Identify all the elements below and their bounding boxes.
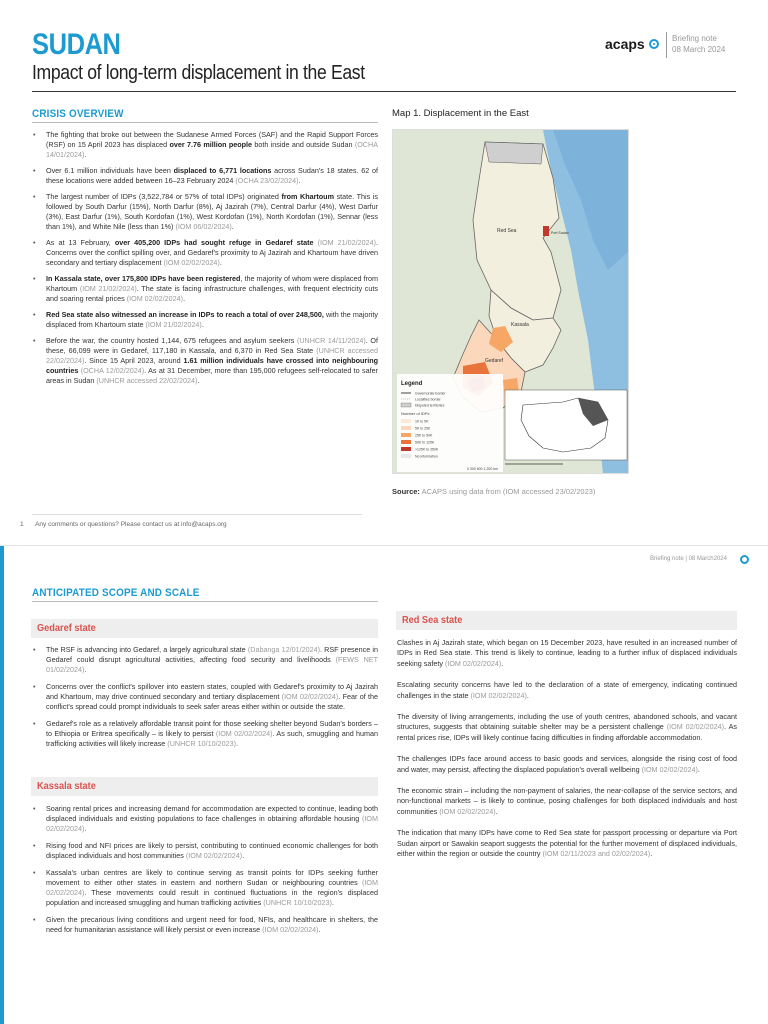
- text-run: .: [495, 806, 498, 816]
- bold-text: from Khartoum: [281, 192, 334, 201]
- bold-text: over 405,200 IDPs had sought refuge in Gedaref state: [114, 238, 314, 247]
- bullet-item: [32, 868, 378, 908]
- text-run: .: [201, 320, 204, 329]
- source-citation: (IOM 02/02/2024): [46, 814, 378, 833]
- paragraph: [397, 712, 737, 743]
- source-citation: (IOM 06/02/2024): [175, 222, 232, 231]
- text-run: Escalating security concerns have led to the declaration of a state of emergency, indicating continued challenges in the state: [397, 680, 737, 700]
- legend-swatch-5: [401, 447, 411, 451]
- doc-type: Briefing note: [672, 34, 717, 43]
- source-citation: (OCHA 14/01/2024): [46, 140, 378, 159]
- legend-range-1: 1K to 5K: [415, 419, 429, 424]
- text-run: As at 13 February,: [46, 238, 115, 247]
- kassala-bullets: [32, 804, 378, 942]
- bold-text: Red Sea state also witnessed an increase in IDPs to reach a total of over 248,500,: [46, 310, 324, 319]
- source-citation: (IOM 21/02/2024): [317, 238, 376, 247]
- red-sea-heading-text: Red Sea state: [402, 615, 463, 626]
- text-run: state. This is followed by South Darfur (15%), North Darfur (8%), Aj Jazirah (7%), Central Darfur (4%), West Darfur (3%), East Darfur (1%), South Kordofan (1%), West Kordofan (1%), North Kordofan (1%), Sennar (less than 1%), and White Nile (less than 1%): [46, 192, 379, 231]
- section-underline-2: [32, 601, 378, 602]
- bullet-item: [32, 238, 378, 268]
- port-sudan-marker: [543, 226, 549, 236]
- bullet-item: [32, 682, 378, 712]
- logo-separator: [666, 32, 667, 58]
- map-source-text: ACAPS using data from (IOM accessed 23/02/2023): [419, 487, 596, 496]
- text-run: Gedaref's role as a relatively affordable transit point for those seeking shelter beyond Sudan's borders – to Ethiopia or Eritrea specifically – is likely to persist: [46, 719, 378, 738]
- text-run: . These movements could result in continued fluctuations in the region's displaced population and increased smuggling and human trafficking activities: [46, 888, 378, 907]
- text-run: with the majority displaced from Khartoum state: [46, 310, 378, 329]
- text-run: . Concerns over the conflict spilling over, and Gedaref's proximity to Aj Jazirah and Khartoum have driven secondary and tertiary displacement: [46, 238, 378, 267]
- bold-text: displaced to 6,771 locations: [173, 166, 272, 175]
- legend-swatch-3: [401, 433, 411, 437]
- text-run: . As rental prices rise, IDPs will likely continue facing difficulties in finding affordable accommodation.: [397, 722, 737, 742]
- text-run: Clashes in Aj Jazirah state, which began on 15 December 2023, have resulted in an increased number of IDPs in Red Sea state. This trend is likely to continue, leading to a further influx of displaced individuals seeking safety: [397, 638, 737, 668]
- map-label-red-sea: Red Sea: [497, 228, 517, 234]
- text-run: .: [197, 376, 200, 385]
- legend-swatch-6: [401, 454, 411, 458]
- text-run: across Sudan's 18 states. 62 of these locations were added between 16–23 February 2024: [46, 166, 378, 185]
- bullet-item: [32, 915, 378, 935]
- text-run: , the majority of whom were displaced from Khartoum: [46, 274, 378, 293]
- source-citation: (UNHCR accessed 22/02/2024): [96, 376, 198, 385]
- text-run: .: [84, 150, 87, 159]
- source-citation: (OCHA 23/02/2024): [235, 176, 299, 185]
- text-run: . Fear of the conflict's spread could prompt individuals to seek safer areas either within or outside the state.: [46, 692, 378, 711]
- map-source-label: Source:: [392, 487, 420, 496]
- footnote-number: 1: [20, 521, 24, 528]
- text-run: Given the precarious living conditions and urgent need for food, NFIs, and healthcare in shelters, the need for humanitarian assistance will likely persist or even increase: [46, 915, 378, 934]
- legend-swatch-1: [401, 419, 411, 423]
- bullet-item: [32, 166, 378, 186]
- section-underline: [32, 122, 378, 123]
- text-run: .: [84, 665, 87, 674]
- red-sea-heading: [396, 611, 737, 630]
- bullet-item: [32, 645, 378, 675]
- map-source: [392, 487, 595, 496]
- legend-localities: Localities border: [415, 397, 441, 402]
- source-citation: (UNHCR 10/10/2023): [167, 739, 237, 748]
- legend-idps-title: Number of IDPs: [401, 411, 430, 416]
- text-run: .: [650, 849, 653, 859]
- source-citation: (IOM 02/02/2024): [215, 729, 273, 738]
- text-run: .: [697, 764, 700, 774]
- text-run: The largest number of IDPs (3,522,784 or 57% of total IDPs) originated: [46, 192, 282, 201]
- scale-bar-label: 0 300 600 1,200 km: [467, 467, 498, 471]
- text-run: . As at 31 December, more than 195,000 refugees self-relocated to safer areas in Sudan: [46, 366, 378, 385]
- logo-text: acaps: [605, 36, 645, 52]
- source-citation: (IOM 02/02/2024): [470, 690, 527, 700]
- source-citation: (IOM 02/11/2023 and 02/02/2024): [542, 849, 651, 859]
- footnote: [20, 521, 227, 528]
- gedaref-heading: [31, 619, 378, 638]
- bold-text: 1.61 million individuals have crossed into neighbouring countries: [46, 356, 378, 375]
- bullet-item: [32, 841, 378, 861]
- paragraph: [397, 638, 737, 669]
- kassala-heading-text: Kassala state: [37, 781, 96, 792]
- text-run: . Since 15 April 2023, around: [84, 356, 184, 365]
- text-run: .: [183, 294, 186, 303]
- text-run: Before the war, the country hosted 1,144, 675 refugees and asylum seekers: [46, 336, 297, 345]
- report-title: Impact of long-term displacement in the East: [32, 62, 365, 84]
- text-run: .: [501, 658, 504, 668]
- text-run: .: [331, 898, 334, 907]
- source-citation: (IOM 21/02/2024): [145, 320, 202, 329]
- source-citation: (IOM 02/02/2024): [666, 722, 725, 732]
- text-run: Over 6.1 million individuals have been: [46, 166, 174, 175]
- gedaref-heading-text: Gedaref state: [37, 623, 96, 634]
- text-run: The diversity of living arrangements, including the use of youth centres, abandoned schools, and vacant structures, suggests that obtaining suitable shelter may be a persistent challenge: [397, 712, 737, 732]
- map-label-kassala: Kassala: [511, 322, 529, 328]
- source-citation: (IOM 02/02/2024): [281, 692, 339, 701]
- legend-disputed-swatch: [401, 403, 411, 407]
- legend-title: Legend: [401, 381, 423, 387]
- crisis-overview-heading: CRISIS OVERVIEW: [32, 108, 124, 120]
- source-citation: (IOM 02/02/2024): [439, 806, 496, 816]
- bullet-item: [32, 310, 378, 330]
- text-run: .: [242, 851, 245, 860]
- text-run: The indication that many IDPs have come to Red Sea state for passport processing or departure via Port Sudan airport or Sawakin seaport suggests the potential for the further movement of displaced individuals, either within the region or outside the country: [397, 828, 737, 859]
- source-citation: (IOM 02/02/2024): [46, 878, 378, 897]
- text-run: . As such, smuggling and human trafficking activities will likely increase: [46, 729, 378, 748]
- text-run: . RSF presence in Gedaref could disrupt agricultural activities, affecting food security and livelihoods: [46, 645, 379, 664]
- bold-text: In Kassala state, over 175,800 IDPs have been registered: [46, 274, 241, 283]
- page-side-bar: [0, 546, 4, 1024]
- anticipated-scope-heading: ANTICIPATED SCOPE AND SCALE: [32, 587, 200, 599]
- page-divider: [0, 545, 768, 546]
- text-run: Concerns over the conflict's spillover into eastern states, coupled with Gedaref's proximity to Aj Jazirah and Khartoum, may drive continued secondary and tertiary displacement: [46, 682, 378, 701]
- source-citation: (IOM 02/02/2024): [262, 925, 319, 934]
- country-title: SUDAN: [32, 28, 121, 61]
- text-run: Rising food and NFI prices are likely to persist, contributing to continued economic challenges for both displaced individuals and host communities: [46, 841, 378, 860]
- source-citation: (Dabanga 12/01/2024): [247, 645, 320, 654]
- text-run: The challenges IDPs face around access to basic goods and services, alongside the rising cost of food and water, may persist, affecting the displaced population's overall wellbeing: [397, 754, 737, 774]
- bullet-item: [32, 336, 378, 386]
- bullet-item: [32, 804, 378, 834]
- source-citation: (IOM 21/02/2024): [79, 284, 137, 293]
- displacement-map[interactable]: [392, 129, 629, 474]
- paragraph: [397, 786, 737, 817]
- source-citation: (IOM 02/02/2024): [163, 258, 220, 267]
- gedaref-bullets: [32, 645, 378, 756]
- source-citation: (UNHCR 14/11/2024): [296, 336, 366, 345]
- legend-range-5: >125K to 250K: [415, 447, 439, 452]
- legend-range-4: 50K to 125K: [415, 440, 435, 445]
- bullet-item: [32, 130, 378, 160]
- text-run: .: [298, 176, 301, 185]
- legend-disputed: Disputed territories: [415, 403, 445, 408]
- header-rule: [32, 91, 736, 92]
- page2-meta: Briefing note | 08 March2024: [650, 556, 727, 562]
- legend-range-3: 25K to 50K: [415, 433, 433, 438]
- red-sea-paragraphs: [397, 638, 737, 871]
- doc-date: 08 March 2024: [672, 45, 726, 54]
- text-run: Soaring rental prices and increasing demand for accommodation are expected to continue, leading both displaced individuals and existing populations to face challenges in obtaining affordable housing: [46, 804, 378, 823]
- acaps-logo[interactable]: [605, 36, 659, 52]
- source-citation: (UNHCR accessed 22/02/2024): [46, 346, 378, 365]
- source-citation: (FEWS NET 01/02/2024): [46, 655, 378, 674]
- text-run: . Of these, 66,099 were in Gedaref, 117,180 in Kassala, and 6,370 in Red Sea State: [46, 336, 378, 355]
- kassala-heading: [31, 777, 378, 796]
- map-graphic: [393, 130, 629, 474]
- legend-swatch-4: [401, 440, 411, 444]
- brief-meta: [672, 33, 725, 55]
- source-citation: (OCHA 12/02/2024): [80, 366, 145, 375]
- text-run: .: [526, 690, 529, 700]
- footnote-rule: [32, 514, 362, 515]
- source-citation: (UNHCR 10/10/2023): [263, 898, 332, 907]
- text-run: .: [318, 925, 321, 934]
- disputed-territory: [485, 142, 543, 164]
- bold-text: over 7.76 million people: [169, 140, 253, 149]
- legend-range-6: No information: [415, 454, 438, 459]
- text-run: .: [219, 258, 222, 267]
- map-legend-box: [397, 374, 503, 472]
- bullet-item: [32, 274, 378, 304]
- source-citation: (IOM 02/02/2024): [126, 294, 184, 303]
- map-label-gedaref: Gedaref: [485, 358, 504, 364]
- page2-logo-mark-icon: [740, 555, 749, 564]
- text-run: The fighting that broke out between the Sudanese Armed Forces (SAF) and the Rapid Support Forces (RSF) on 15 April 2023 has displaced: [46, 130, 378, 149]
- logo-mark-icon: [649, 39, 659, 49]
- map-title: Map 1. Displacement in the East: [392, 108, 529, 119]
- bullet-item: [32, 192, 378, 232]
- paragraph: [397, 680, 737, 701]
- bullet-item: [32, 719, 378, 749]
- text-run: .: [231, 222, 234, 231]
- text-run: The economic strain – including the non-payment of salaries, the near-collapse of the service sectors, and non-functional markets – is likely to continue, posing challenges for both displaced individuals and host communities: [397, 786, 737, 816]
- paragraph: [397, 754, 737, 775]
- text-run: . The state is facing infrastructure challenges, with frequent electricity cuts and soaring rental prices: [46, 284, 378, 303]
- text-run: The RSF is advancing into Gedaref, a largely agricultural state: [46, 645, 248, 654]
- map-label-port-sudan: Port Sudan: [551, 231, 569, 235]
- text-run: both inside and outside Sudan: [252, 140, 355, 149]
- source-citation: (IOM 02/02/2024): [641, 764, 698, 774]
- legend-governorate: Governorate border: [415, 391, 446, 396]
- source-citation: (IOM 02/02/2024): [444, 658, 502, 668]
- legend-swatch-2: [401, 426, 411, 430]
- crisis-overview-list: [32, 130, 378, 392]
- paragraph: [397, 828, 737, 859]
- legend-range-2: 5K to 25K: [415, 426, 431, 431]
- source-citation: (IOM 02/02/2024): [185, 851, 243, 860]
- text-run: .: [84, 824, 87, 833]
- text-run: .: [236, 739, 239, 748]
- text-run: Kassala's urban centres are likely to continue serving as transit points for IDPs seeking further movement to either other states in eastern and northern Sudan or neighbouring countries: [46, 868, 378, 887]
- footnote-text[interactable]: Any comments or questions? Please contact us at info@acaps.org: [35, 521, 227, 528]
